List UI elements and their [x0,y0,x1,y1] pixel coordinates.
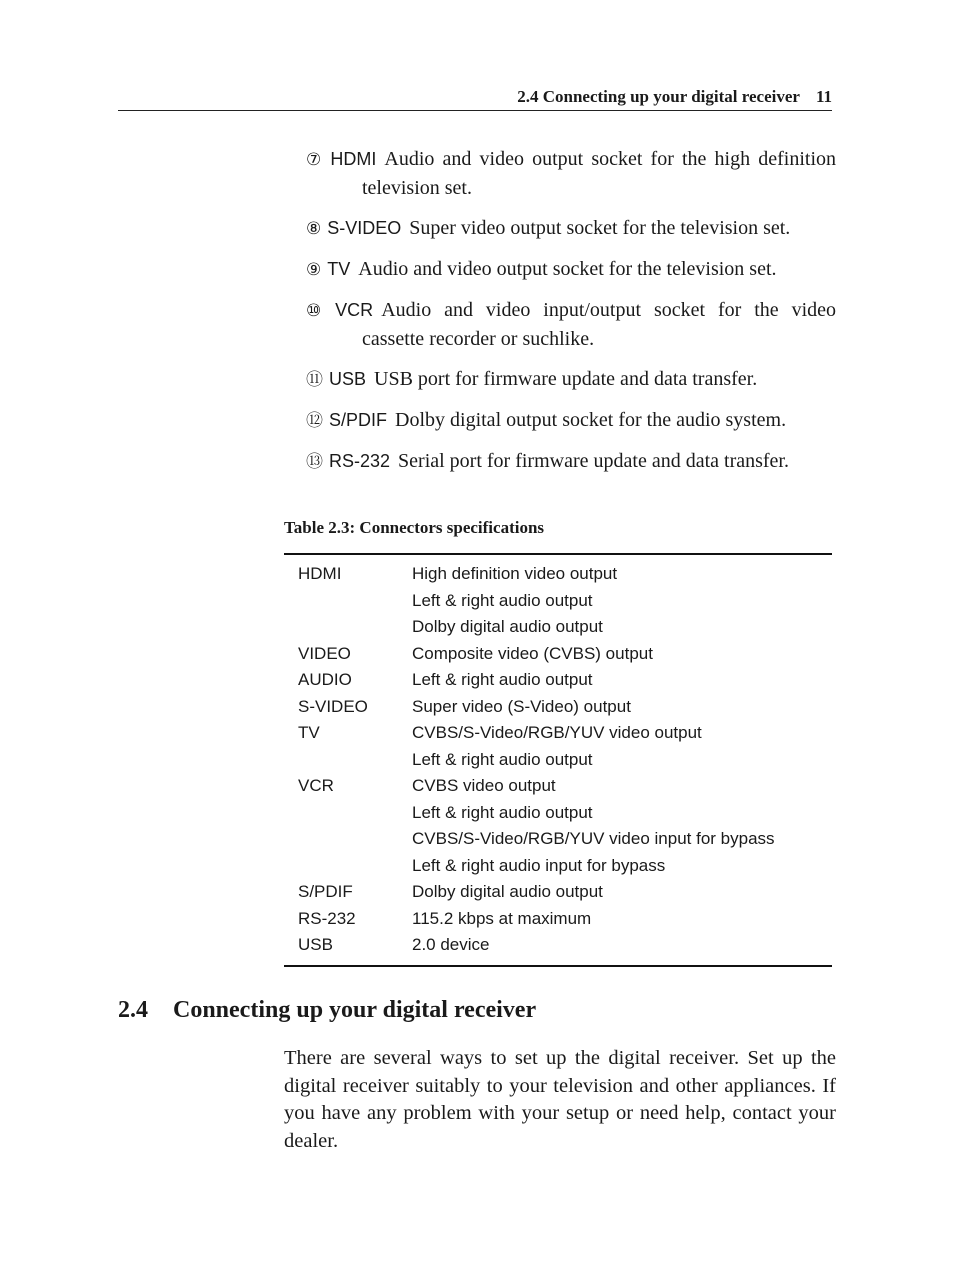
spec-cell: CVBS/S-Video/RGB/YUV video output [412,723,702,742]
connector-item-hdmi [306,145,836,202]
connector-cell: TV [298,723,320,742]
connector-list [306,145,836,488]
connector-cell: VCR [298,776,334,795]
section-heading [118,994,536,1026]
connector-cell: S-VIDEO [298,696,368,716]
connector-item-usb [306,365,836,394]
connector-name: S/PDIF [329,410,388,430]
connector-description: Serial port for firmware update and data transfer. [398,450,789,472]
section-number: 2.4 [118,997,148,1023]
item-marker: ⑬ [306,452,323,472]
connector-description: Super video output socket for the television set. [409,217,791,239]
item-marker: ⑨ [306,260,322,280]
connector-cell: USB [298,935,333,954]
connector-description: Audio and video input/output socket for the video cassette recorder or suchlike. [362,299,837,350]
table-row [284,614,832,641]
connector-item-vcr [306,296,836,353]
table-row [284,800,832,827]
connector-description: Audio and video output socket for the television set. [358,258,777,280]
table-row [284,641,832,668]
spec-cell: 115.2 kbps at maximum [412,908,592,928]
item-marker: ⑦ [306,150,325,170]
table-row [284,906,832,933]
connector-name: TV [327,259,351,279]
connector-cell: HDMI [298,564,342,583]
spec-cell: Super video (S-Video) output [412,696,631,716]
connector-cell: AUDIO [298,670,352,689]
connector-name: S-VIDEO [327,218,402,238]
connector-spec-table [284,553,832,967]
spec-cell: CVBS video output [412,776,556,795]
connector-description: Dolby digital output socket for the audio system. [395,409,787,431]
table-row [284,720,832,747]
spec-cell: High definition video output [412,564,618,583]
item-marker: ⑫ [306,411,323,431]
connector-cell [284,826,412,853]
table-row [284,588,832,615]
connector-item-rs232 [306,447,836,476]
connector-name: VCR [335,300,374,320]
table-caption: Table 2.3: Connectors specifications [284,518,545,537]
table-row [284,694,832,721]
section-title: Connecting up your digital receiver [173,997,537,1023]
table-row [284,826,832,853]
table-row [284,773,832,800]
connector-cell: VIDEO [298,643,351,663]
connector-cell [284,614,412,641]
item-marker: ⑧ [306,219,322,239]
table-row [284,879,832,906]
table-row [284,561,832,588]
connector-item-tv [306,255,836,284]
running-header [118,86,832,111]
connector-item-spdif [306,406,836,435]
connector-cell [284,800,412,827]
connector-cell: RS-232 [298,908,356,928]
connector-item-s-video [306,214,836,243]
connector-cell: S/PDIF [298,882,353,901]
spec-cell: Composite video (CVBS) output [412,643,653,663]
table-row [284,932,832,959]
item-marker: ⑪ [306,370,323,390]
body-paragraph: There are several ways to set up the digital receiver. Set up the digital receiver suitably to your television and other appliances. If you have any problem with your setup or need help, contact your dealer. [284,1047,836,1152]
spec-cell: Left & right audio output [412,590,593,610]
page-number: 11 [815,87,832,106]
connector-name: HDMI [330,149,377,169]
spec-cell: Left & right audio output [412,749,593,769]
spec-cell: Dolby digital audio output [412,617,603,636]
table-row [284,667,832,694]
item-marker: ⑩ [306,301,330,321]
table-row [284,853,832,880]
connector-cell [284,588,412,615]
connector-name: RS-232 [329,451,391,471]
spec-cell: 2.0 device [412,935,490,954]
connector-cell [284,853,412,880]
table-row [284,747,832,774]
spec-cell: Left & right audio input for bypass [412,855,666,875]
spec-cell: CVBS/S-Video/RGB/YUV video input for bypass [412,829,775,848]
connector-name: USB [329,369,367,389]
running-title: 2.4 Connecting up your digital receiver [517,87,800,106]
connector-description: USB port for firmware update and data transfer. [374,368,758,390]
connector-description: Audio and video output socket for the high definition television set. [362,148,836,199]
spec-cell: Left & right audio output [412,802,593,822]
spec-cell: Dolby digital audio output [412,882,603,901]
spec-cell: Left & right audio output [412,670,593,689]
connector-cell [284,747,412,774]
